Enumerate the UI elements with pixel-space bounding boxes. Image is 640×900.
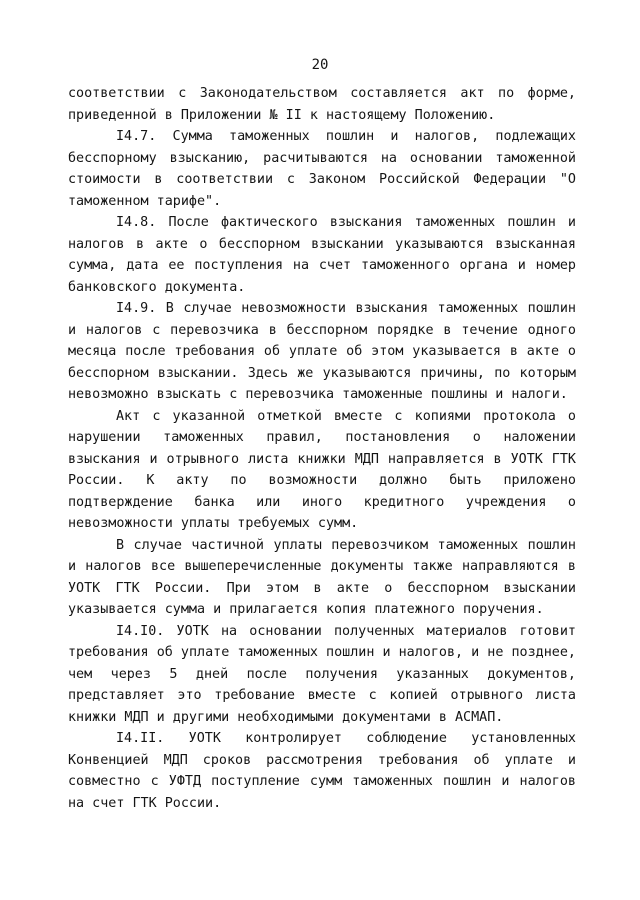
paragraph-act-note: Акт с указанной отметкой вместе с копиями протокола о нарушении таможенных правил, постановления о наложении взыскания и отрывного листа книжки МДП направляется в УОТК ГТК России. К акту по возможности должно быть приложено подтверждение банка или иного кредитного учреждения о невозможности уплаты требуемых сумм. [68, 408, 576, 531]
paragraph-partial-payment: В случае частичной уплаты перевозчиком таможенных пошлин и налогов все вышеперечисленные документы также направляются в УОТК ГТК России. При этом в акте о бесспорном взыскании указывается сумма и прилагается копия платежного поручения. [68, 537, 576, 617]
paragraph-14-11: I4.II. УОТК контролирует соблюдение установленных Конвенцией МДП сроков рассмотрения требования об уплате и совместно с УФТД поступление сумм таможенных пошлин и налогов на счет ГТК России. [68, 731, 576, 811]
paragraph-continuation: соответствии с Законодательством составляется акт по форме, приведенной в Приложении № II к настоящему Положению. [68, 86, 576, 123]
paragraph-14-10: I4.I0. УОТК на основании полученных материалов готовит требования об уплате таможенных пошлин и налогов, и не позднее, чем через 5 дней после получения указанных документов, представляет это требование вместе с копией отрывного листа книжки МДП и другими необходимыми документами в АСМАП. [68, 623, 576, 725]
paragraph-14-9: I4.9. В случае невозможности взыскания таможенных пошлин и налогов с перевозчика в бесспорном порядке в течение одного месяца после требования об уплате об этом указывается в акте о бесспорном взыскании. Здесь же указываются причины, по которым невозможно взыскать с перевозчика таможенные пошлины и налоги. [68, 301, 576, 402]
page-number: 20 [311, 57, 329, 73]
paragraph-14-7: I4.7. Сумма таможенных пошлин и налогов, подлежащих бесспорному взысканию, расчитываются на основании таможенной стоимости в соответствии с Законом Российской Федерации "О таможенном тарифе". [68, 129, 576, 209]
document-body [68, 83, 576, 814]
paragraph-14-8: I4.8. После фактического взыскания таможенных пошлин и налогов в акте о бесспорном взыскании указываются взысканная сумма, дата ее поступления на счет таможенного органа и номер банковского документа. [68, 215, 576, 295]
